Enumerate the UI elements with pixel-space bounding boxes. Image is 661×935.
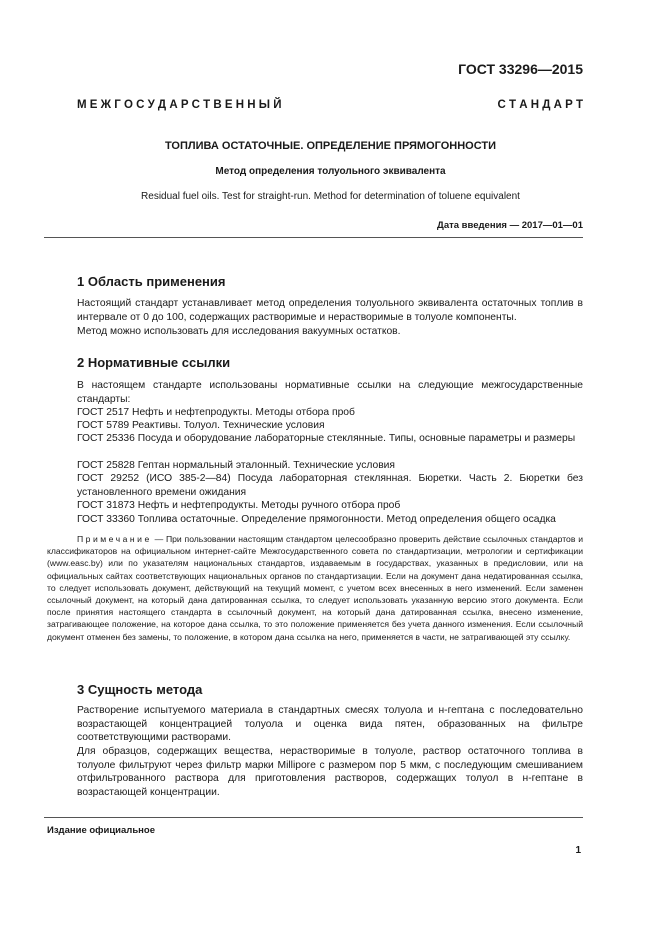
section-2-heading: 2 Нормативные ссылки	[77, 355, 231, 370]
document-title: ТОПЛИВА ОСТАТОЧНЫЕ. ОПРЕДЕЛЕНИЕ ПРЯМОГОННОСТИ	[164, 140, 497, 152]
header-divider	[44, 237, 583, 238]
normative-reference: ГОСТ 25828 Гептан нормальный эталонный. Технические условия	[77, 460, 395, 471]
section-1-paragraph-2: Метод можно использовать для исследования вакуумных остатков.	[77, 326, 401, 337]
normative-reference: ГОСТ 25336 Посуда и оборудование лабораторные стеклянные. Типы, основные параметры и размеры	[77, 433, 576, 444]
note-text: — При пользовании настоящим стандартом целесообразно проверить действие ссылочных стандартов и классификаторов на официальном интернет-сайте Межгосударственного совета по стандартизации, метрологии и сертификации (www.easc.by) или по указателям национальных стандартов, издаваемым в государствах, указанных в предисловии, или на официальных сайтах соответствующих национальных органов по стандартизации. Если на документ дана недатированная ссылка, то следует использовать документ, действующий на текущий момент, с учетом всех внесенных в него изменений. Если заменен ссылочный документ, на который дана датированная ссылка, то следует использовать указанную версию этого документа. Если после принятия настоящего стандарта в ссылочный документ, на который дана датированная ссылка, внесено изменение, затрагивающее положение, на которое дана ссылка, то это положение применяется без учета данного изменения. Если ссылочный документ отменен без замены, то положение, в котором дана ссылка на него, применяется в части, не затрагивающей эту ссылку.	[47, 534, 583, 642]
introduction-date: Дата введения — 2017—01—01	[437, 220, 583, 231]
normative-reference: ГОСТ 31873 Нефть и нефтепродукты. Методы ручного отбора проб	[77, 500, 401, 511]
footer-divider	[44, 817, 583, 818]
normative-reference: ГОСТ 2517 Нефть и нефтепродукты. Методы отбора проб	[77, 407, 355, 418]
english-title: Residual fuel oils. Test for straight-run. Method for determination of toluene equivalent	[141, 191, 520, 202]
section-3-paragraph-2: Для образцов, содержащих вещества, нерастворимые в толуоле, раствор остаточного топлива в толуоле фильтруют через фильтр марки Millipore с размером пор 5 мкм, с последующим смешиванием отфильтрованного раствора для приготовления растворов, содержащих толуол в н-гептане в возрастающей концентрации.	[77, 746, 583, 798]
document-subtitle: Метод определения толуольного эквивалента	[215, 166, 446, 177]
normative-reference: ГОСТ 29252 (ИСО 385-2—84) Посуда лабораторная стеклянная. Бюретки. Часть 2. Бюретки без установленного времени ожидания	[77, 473, 583, 498]
normative-reference: ГОСТ 5789 Реактивы. Толуол. Технические условия	[77, 420, 325, 431]
interstate-word: М Е Ж Г О С У Д А Р С Т В Е Н Н Ы Й	[77, 99, 282, 111]
interstate-standard-banner	[77, 99, 583, 111]
note-label: Примечание	[77, 534, 152, 544]
page-number: 1	[575, 845, 581, 856]
section-3-heading: 3 Сущность метода	[77, 682, 203, 697]
standard-word: С Т А Н Д А Р Т	[497, 99, 583, 111]
official-edition-label: Издание официальное	[47, 825, 155, 836]
gost-number: ГОСТ 33296—2015	[458, 61, 583, 77]
section-3-paragraph-1: Растворение испытуемого материала в стандартных смесях толуола и н-гептана с последовательно возрастающей концентрацией толуола и оценка вида пятен, образованных на фильтре соответствующими растворами.	[77, 705, 583, 744]
section-1-heading: 1 Область применения	[77, 274, 226, 289]
normative-reference: ГОСТ 33360 Топлива остаточные. Определение прямогонности. Метод определения общего осадка	[77, 514, 556, 525]
section-2-intro: В настоящем стандарте использованы нормативные ссылки на следующие межгосударственные стандарты:	[77, 380, 583, 405]
section-1-paragraph-1: Настоящий стандарт устанавливает метод определения толуольного эквивалента остаточных топлив в интервале от 0 до 100, содержащих растворимые и нерастворимые в толуоле компоненты.	[77, 298, 583, 323]
section-2-note	[47, 533, 583, 643]
